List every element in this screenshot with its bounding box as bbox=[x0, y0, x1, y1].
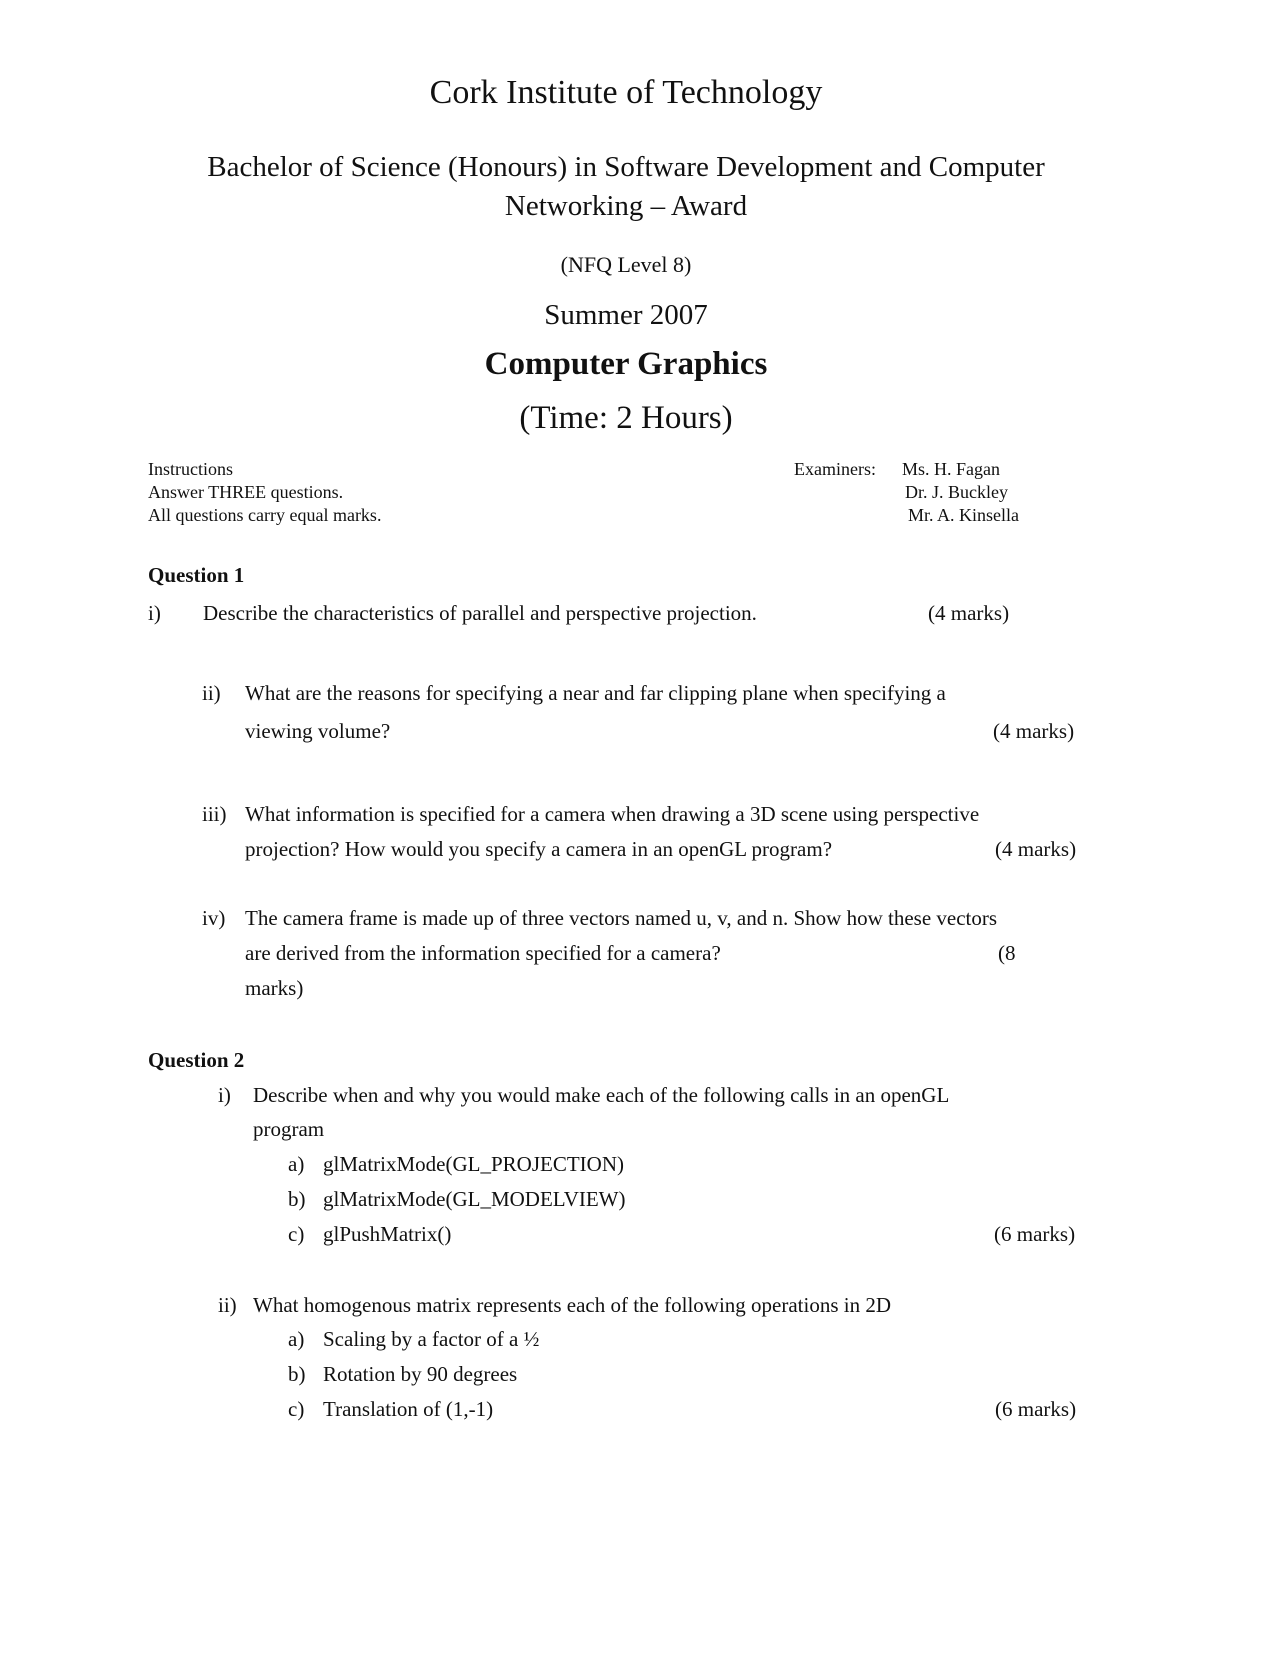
q2-part-ii-item-letter: b) bbox=[288, 1362, 306, 1386]
degree-title-line2: Networking – Award bbox=[504, 190, 748, 222]
q1-part-iii-number: iii) bbox=[202, 802, 227, 826]
q2-part-i-text-line1: Describe when and why you would make each of the following calls in an openGL bbox=[253, 1083, 950, 1107]
q1-part-ii-text-line1: What are the reasons for specifying a near and far clipping plane when specifying a bbox=[245, 681, 946, 705]
q1-part-iii-text-line2: projection? How would you specify a camera in an openGL program? bbox=[245, 837, 833, 861]
instructions-line-2: All questions carry equal marks. bbox=[148, 505, 382, 525]
q2-part-ii-number: ii) bbox=[218, 1293, 237, 1317]
q2-part-ii-marks: (6 marks) bbox=[995, 1397, 1077, 1421]
q2-part-ii-text-line1: What homogenous matrix represents each of the following operations in 2D bbox=[253, 1293, 891, 1317]
q1-part-iii-marks: (4 marks) bbox=[995, 837, 1077, 861]
q1-part-iii-text-line1: What information is specified for a camera when drawing a 3D scene using perspective bbox=[245, 802, 980, 826]
question-1-title: Question 1 bbox=[148, 563, 245, 587]
q2-part-i-item-letter: a) bbox=[288, 1152, 305, 1176]
q1-part-iv-text-line2: are derived from the information specified for a camera? bbox=[245, 941, 721, 965]
q2-part-ii-item-text: Scaling by a factor of a ½ bbox=[323, 1327, 540, 1351]
q1-part-ii-number: ii) bbox=[202, 681, 221, 705]
q1-part-iv-number: iv) bbox=[202, 906, 226, 930]
examiner-name: Mr. A. Kinsella bbox=[908, 505, 1019, 525]
degree-title-line1: Bachelor of Science (Honours) in Software Development and Computer bbox=[207, 151, 1045, 183]
exam-duration: (Time: 2 Hours) bbox=[519, 400, 733, 436]
q1-part-iv-marks: (8 bbox=[998, 941, 1016, 965]
q2-part-i-item-letter: c) bbox=[288, 1222, 305, 1246]
examiners-label: Examiners: bbox=[794, 459, 876, 479]
exam-session: Summer 2007 bbox=[544, 299, 708, 331]
examiner-name: Dr. J. Buckley bbox=[905, 482, 1008, 502]
q1-part-ii-marks: (4 marks) bbox=[993, 719, 1075, 743]
q2-part-ii-item-text: Rotation by 90 degrees bbox=[323, 1362, 518, 1386]
q2-part-i-text-line2: program bbox=[253, 1117, 325, 1141]
q2-part-i-item-text: glMatrixMode(GL_PROJECTION) bbox=[323, 1152, 624, 1176]
q2-part-ii-item-text: Translation of (1,-1) bbox=[323, 1397, 494, 1421]
q2-part-i-item-text: glMatrixMode(GL_MODELVIEW) bbox=[323, 1187, 626, 1211]
q2-part-i-marks: (6 marks) bbox=[994, 1222, 1076, 1246]
q2-part-ii-item-letter: a) bbox=[288, 1327, 305, 1351]
question-2-title: Question 2 bbox=[148, 1048, 245, 1072]
q1-part-i-text: Describe the characteristics of parallel and perspective projection. bbox=[203, 601, 757, 625]
q2-part-ii-item-letter: c) bbox=[288, 1397, 305, 1421]
q1-part-i-number: i) bbox=[148, 601, 161, 625]
q2-part-i-item-text: glPushMatrix() bbox=[323, 1222, 452, 1246]
instructions-heading: Instructions bbox=[148, 459, 233, 479]
q2-part-i-number: i) bbox=[218, 1083, 231, 1107]
q1-part-iv-text-line1: The camera frame is made up of three vectors named u, v, and n. Show how these vectors bbox=[245, 906, 998, 930]
instructions-line-1: Answer THREE questions. bbox=[148, 482, 344, 502]
q1-part-iv-text-line3: marks) bbox=[245, 976, 304, 1000]
examiner-name: Ms. H. Fagan bbox=[902, 459, 1000, 479]
q1-part-i-marks: (4 marks) bbox=[928, 601, 1010, 625]
q1-part-ii-text-line2: viewing volume? bbox=[245, 719, 391, 743]
institution-name: Cork Institute of Technology bbox=[429, 74, 823, 111]
subject-title: Computer Graphics bbox=[484, 346, 768, 382]
nfq-level: (NFQ Level 8) bbox=[560, 252, 692, 277]
q2-part-i-item-letter: b) bbox=[288, 1187, 306, 1211]
